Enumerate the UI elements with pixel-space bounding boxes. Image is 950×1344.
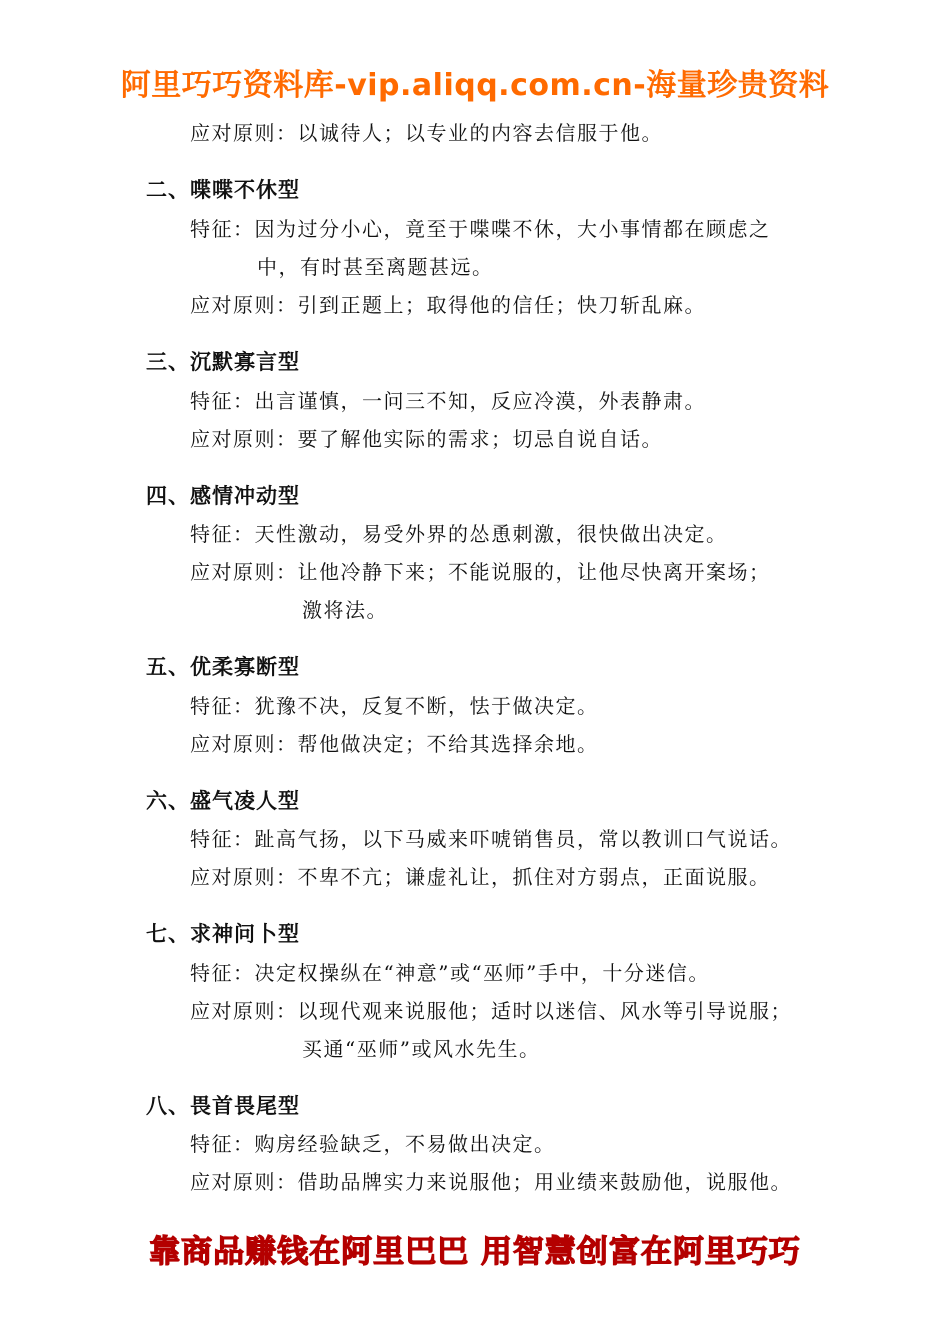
- section-feature: 特征：出言谨慎，一问三不知，反应冷漠，外表静肃。: [190, 389, 706, 413]
- section-principle: 应对原则：引到正题上；取得他的信任；快刀斩乱麻。: [190, 293, 706, 317]
- section-heading: 四、感情冲动型: [146, 484, 300, 508]
- section-heading: 六、盛气凌人型: [146, 789, 300, 813]
- section-feature: 特征：天性激动，易受外界的怂恿刺激，很快做出决定。: [190, 522, 728, 546]
- section-feature: 特征：犹豫不决，反复不断，怯于做决定。: [190, 694, 599, 718]
- header-banner: [0, 60, 950, 104]
- section-feature: 特征：因为过分小心，竟至于喋喋不休，大小事情都在顾虑之: [190, 217, 771, 241]
- section-principle: 应对原则：帮他做决定；不给其选择余地。: [190, 732, 599, 756]
- section-heading: 五、优柔寡断型: [146, 655, 300, 679]
- section-principle: 应对原则：让他冷静下来；不能说服的，让他尽快离开案场；: [190, 560, 771, 584]
- section-principle-cont: 激将法。: [302, 598, 388, 622]
- footer-text: 靠商品赚钱在阿里巴巴 用智慧创富在阿里巧巧: [149, 1234, 801, 1270]
- section-heading: 三、沉默寡言型: [146, 350, 300, 374]
- section-feature: 特征：决定权操纵在“神意”或“巫师”手中，十分迷信。: [190, 961, 710, 985]
- section-heading: 七、求神问卜型: [146, 922, 300, 946]
- section-heading: 八、畏首畏尾型: [146, 1094, 300, 1118]
- section-principle: 应对原则：以现代观来说服他；适时以迷信、风水等引导说服；: [190, 999, 792, 1023]
- section-principle: 应对原则：借助品牌实力来说服他；用业绩来鼓励他，说服他。: [190, 1170, 792, 1194]
- section-principle: 应对原则：不卑不亢；谦虚礼让，抓住对方弱点，正面说服。: [190, 865, 771, 889]
- header-text: 阿里巧巧资料库-vip.aliqq.com.cn-海量珍贵资料: [120, 68, 830, 103]
- footer-banner: [0, 1226, 950, 1271]
- section-heading: 二、喋喋不休型: [146, 178, 300, 202]
- section-feature: 特征：趾高气扬，以下马威来吓唬销售员，常以教训口气说话。: [190, 827, 792, 851]
- section-feature-cont: 中，有时甚至离题甚远。: [257, 255, 494, 279]
- section-principle-cont: 买通“巫师”或风水先生。: [302, 1037, 541, 1061]
- section-feature: 特征：购房经验缺乏，不易做出决定。: [190, 1132, 556, 1156]
- intro-principle: 应对原则：以诚待人；以专业的内容去信服于他。: [190, 121, 663, 145]
- section-principle: 应对原则：要了解他实际的需求；切忌自说自话。: [190, 427, 663, 451]
